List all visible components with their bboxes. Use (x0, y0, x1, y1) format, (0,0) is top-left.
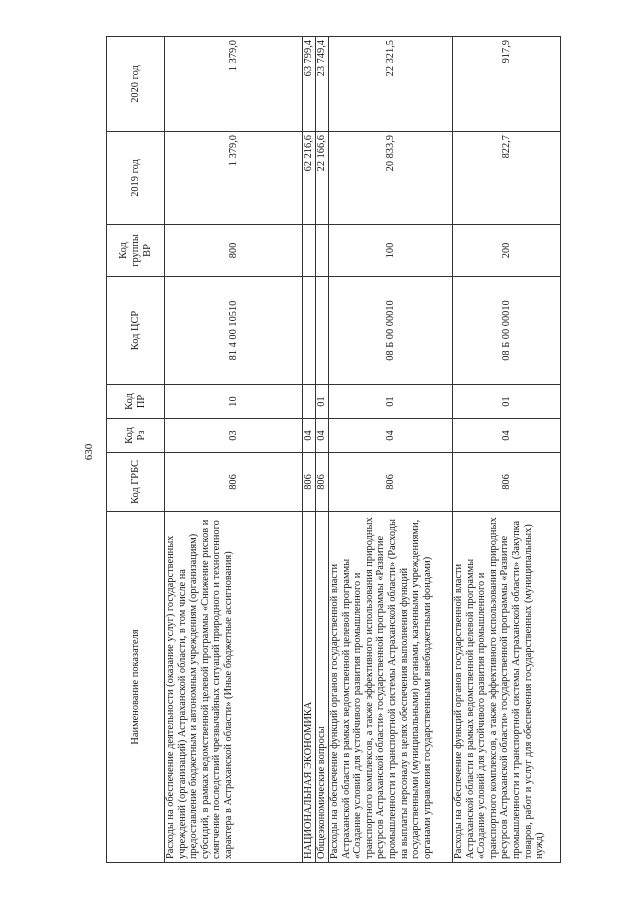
table-row (165, 37, 303, 863)
table-row (453, 37, 561, 863)
row-rz: 04 (329, 419, 453, 453)
row-rz: 04 (316, 419, 329, 453)
header-2020: 2020 год (107, 37, 165, 132)
header-grbs: Код ГРБС (107, 453, 165, 512)
header-pr: Код ПР (107, 385, 165, 419)
table-header-row (107, 37, 165, 863)
row-2020: 63 799,4 (303, 37, 316, 132)
row-name: НАЦИОНАЛЬНАЯ ЭКОНОМИКА (303, 512, 316, 863)
row-name: Расходы на обеспечение функций органов государственной власти Астраханской области в рамках ведомственной целевой программы «Создание условий для устойчивого развития промышленного и транспортного комплексов, а также эффективного использования природных ресурсов Астраханской области» государственной программы «Развитие промышленности и транспортной системы Астраханской области» (Расходы на выплаты персоналу в целях обеспечения выполнения функций государственными (муниципальными) органами, казенными учреждениями, органами управления государственными внебюджетными фондами) (329, 512, 453, 863)
row-2019: 22 166,6 (316, 132, 329, 225)
row-name: Общеэкономические вопросы (316, 512, 329, 863)
row-rz: 04 (303, 419, 316, 453)
row-2020: 22 321,5 (329, 37, 453, 132)
row-csr: 08 Б 00 00010 (329, 277, 453, 385)
row-grbs: 806 (453, 453, 561, 512)
row-name: Расходы на обеспечение функций органов государственной власти Астраханской области в рамках ведомственной целевой программы «Создание условий для устойчивого развития промышленного и транспортного комплексов, а также эффективного использования природных ресурсов Астраханской области» государственной программы «Развитие промышленности и транспортной системы Астраханской области» (Закупка товаров, работ и услуг для обеспечения государственных (муниципальных) нужд) (453, 512, 561, 863)
row-pr: 10 (165, 385, 303, 419)
budget-table-sheet (106, 37, 546, 863)
row-vr: 200 (453, 225, 561, 277)
row-grbs: 806 (165, 453, 303, 512)
row-2019: 62 216,6 (303, 132, 316, 225)
table-row (303, 37, 316, 863)
row-vr: 100 (329, 225, 453, 277)
header-rz: Код Рз (107, 419, 165, 453)
row-2019: 20 833,9 (329, 132, 453, 225)
row-rz: 03 (165, 419, 303, 453)
row-2020: 23 749,4 (316, 37, 329, 132)
header-csr: Код ЦСР (107, 277, 165, 385)
header-2019: 2019 год (107, 132, 165, 225)
page-number: 630 (83, 443, 95, 461)
row-rz: 04 (453, 419, 561, 453)
row-csr: 08 Б 00 00010 (453, 277, 561, 385)
row-grbs: 806 (329, 453, 453, 512)
row-vr: 800 (165, 225, 303, 277)
row-2019: 1 379,0 (165, 132, 303, 225)
header-name: Наименование показателя (107, 512, 165, 863)
table-row (316, 37, 329, 863)
row-vr (316, 225, 329, 277)
row-grbs: 806 (303, 453, 316, 512)
row-name: Расходы на обеспечение деятельности (оказание услуг) государственных учреждений (организаций) Астраханской области, в том числе на предоставление бюджетным и автономным учреждениям (организациям) субсидий, в рамках ведомственной целевой программы «Снижение рисков и смягчение последствий чрезвычайных ситуаций природного и техногенного характера в Астраханской области» (Иные бюджетные ассигнования) (165, 512, 303, 863)
table-row (329, 37, 453, 863)
row-2020: 1 379,0 (165, 37, 303, 132)
row-pr: 01 (329, 385, 453, 419)
row-2019: 822,7 (453, 132, 561, 225)
row-grbs: 806 (316, 453, 329, 512)
row-pr (303, 385, 316, 419)
row-2020: 917,9 (453, 37, 561, 132)
row-pr: 01 (453, 385, 561, 419)
row-csr: 81 4 00 10510 (165, 277, 303, 385)
row-csr (316, 277, 329, 385)
row-csr (303, 277, 316, 385)
header-vr: Код группы ВР (107, 225, 165, 277)
row-vr (303, 225, 316, 277)
budget-table (106, 36, 561, 863)
row-pr: 01 (316, 385, 329, 419)
